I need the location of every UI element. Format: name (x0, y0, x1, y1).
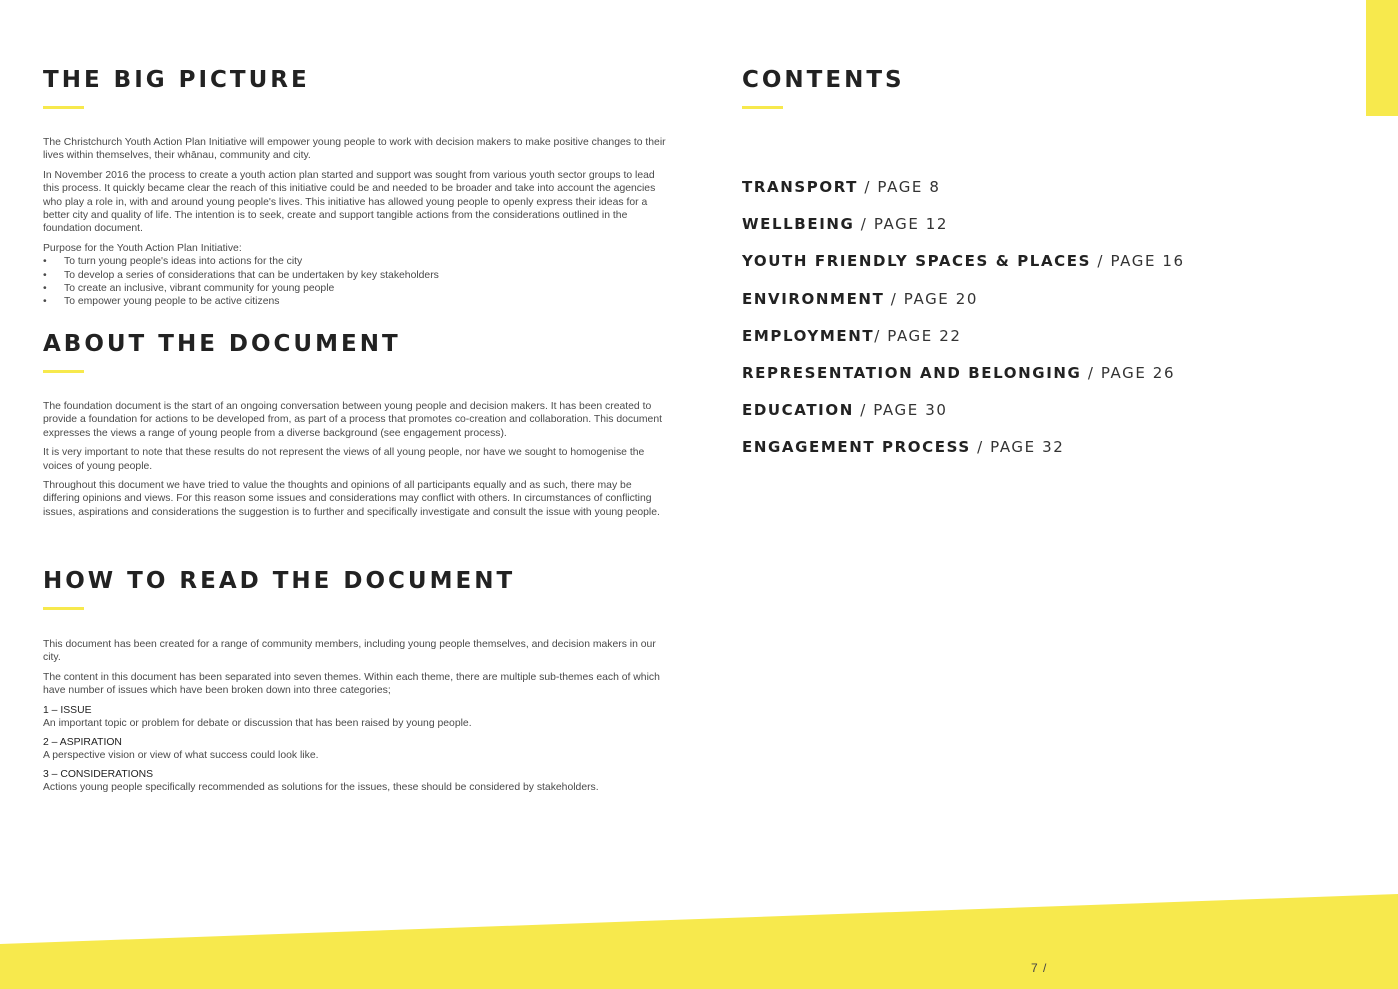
list-item: • To create an inclusive, vibrant community for young people (43, 282, 668, 295)
section-title-how-to-read: HOW TO READ THE DOCUMENT (43, 568, 516, 594)
contents-item-transport[interactable] (742, 176, 1185, 213)
contents-topic: TRANSPORT (742, 178, 859, 196)
paragraph: In November 2016 the process to create a youth action plan started and support was sought from various youth sector groups to lead this process. It quickly became clear the reach of this initiative could be and needed to be broader and take into account the agencies who play a role in, with and around young people's lives. This initiative has allowed young people to openly express their ideas for a better city and quality of life. The intention is to seek, create and support tangible actions from the considerations outlined in the foundation document. (43, 169, 656, 235)
heading-underline (43, 106, 84, 109)
contents-separator: / (970, 438, 991, 457)
contents-separator: / (1081, 363, 1101, 382)
category-description: A perspective vision or view of what success could look like. (43, 749, 319, 761)
contents-page: PAGE 12 (873, 215, 949, 234)
paragraph: Throughout this document we have tried to value the thoughts and opinions of all participants equally and as such, there may be differing opinions and views. For this reason some issues and considerations may conflict with others. In circumstances of conflicting issues, aspirations and considerations the suggestion is to further and specifically investigate and consult the issue with young people. (43, 480, 660, 518)
contents-list (742, 176, 1185, 474)
paragraph: This document has been created for a range of community members, including young people themselves, and decision makers in our city. (43, 639, 656, 664)
contents-separator: / (858, 178, 878, 196)
contents-item-engagement[interactable] (742, 436, 1185, 473)
contents-page: PAGE 8 (877, 178, 941, 196)
page-number: 7 / (1031, 961, 1048, 975)
section-body (43, 638, 668, 800)
category-description: Actions young people specifically recommended as solutions for the issues, these should be considered by stakeholders. (43, 781, 599, 793)
paragraph: It is very important to note that these results do not represent the views of all young people, nor have we sought to homogenise the voices of young people. (43, 447, 645, 472)
contents-separator: / (1091, 252, 1111, 271)
heading-underline (43, 370, 84, 373)
contents-item-employment[interactable] (742, 325, 1185, 362)
contents-topic: EMPLOYMENT (742, 326, 875, 345)
contents-item-environment[interactable] (742, 288, 1185, 325)
contents-topic: WELLBEING (742, 215, 855, 234)
contents-page: PAGE 16 (1110, 252, 1185, 271)
section-body (43, 136, 668, 309)
purpose-list (43, 255, 668, 309)
section-title-about: ABOUT THE DOCUMENT (43, 331, 401, 357)
contents-item-youth-spaces[interactable] (742, 250, 1185, 287)
contents-page: PAGE 22 (887, 326, 962, 345)
paragraph: The foundation document is the start of an ongoing conversation between young people and decision makers. It has been created to provide a foundation for actions to be developed from, as part of a process that promotes co-creation and collaboration. This document expresses the views a range of young people from a diverse background (see engagement process). (43, 401, 662, 439)
category-description: An important topic or problem for debate or discussion that has been raised by young people. (43, 717, 472, 729)
section-about-document (43, 330, 662, 518)
section-title-big-picture: THE BIG PICTURE (43, 67, 310, 93)
contents-topic: ENGAGEMENT PROCESS (742, 438, 971, 457)
section-big-picture (43, 66, 666, 308)
corner-accent-block (1366, 0, 1398, 116)
contents-column (742, 66, 1342, 457)
paragraph: The content in this document has been separated into seven themes. Within each theme, there are multiple sub-themes each of which have number of issues which have been broken down into three categories; (43, 671, 660, 697)
contents-topic: YOUTH FRIENDLY SPACES & PLACES (742, 252, 1092, 271)
list-item: • To develop a series of considerations that can be undertaken by key stakeholders (43, 269, 668, 282)
section-body (43, 400, 668, 525)
contents-separator: / (884, 289, 904, 308)
contents-topic: REPRESENTATION AND BELONGING (742, 363, 1082, 382)
contents-page: PAGE 32 (990, 438, 1065, 457)
purpose-intro: Purpose for the Youth Action Plan Initiative: (43, 242, 242, 254)
contents-topic: ENVIRONMENT (742, 289, 885, 308)
contents-separator: / (853, 401, 874, 420)
section-how-to-read (43, 567, 660, 793)
contents-separator: / (854, 215, 874, 234)
contents-item-wellbeing[interactable] (742, 213, 1185, 250)
paragraph: The Christchurch Youth Action Plan Initiative will empower young people to work with decision makers to make positive changes to their lives within themselves, their whānau, community and city. (43, 137, 666, 162)
contents-topic: EDUCATION (742, 401, 854, 420)
list-item: • To empower young people to be active citizens (43, 295, 668, 308)
contents-page: PAGE 26 (1100, 363, 1176, 382)
category-title: 3 – CONSIDERATIONS (43, 768, 154, 780)
contents-item-education[interactable] (742, 399, 1185, 436)
category-title: 1 – ISSUE (43, 704, 92, 716)
heading-underline (742, 106, 783, 109)
heading-underline (43, 607, 84, 610)
contents-title: CONTENTS (742, 67, 905, 93)
list-item: • To turn young people's ideas into actions for the city (43, 255, 668, 268)
contents-page: PAGE 30 (873, 401, 948, 420)
contents-item-representation[interactable] (742, 362, 1185, 399)
contents-page: PAGE 20 (903, 289, 979, 308)
category-title: 2 – ASPIRATION (43, 736, 122, 748)
bottom-accent-band (0, 880, 1398, 989)
contents-separator: / (874, 326, 888, 345)
